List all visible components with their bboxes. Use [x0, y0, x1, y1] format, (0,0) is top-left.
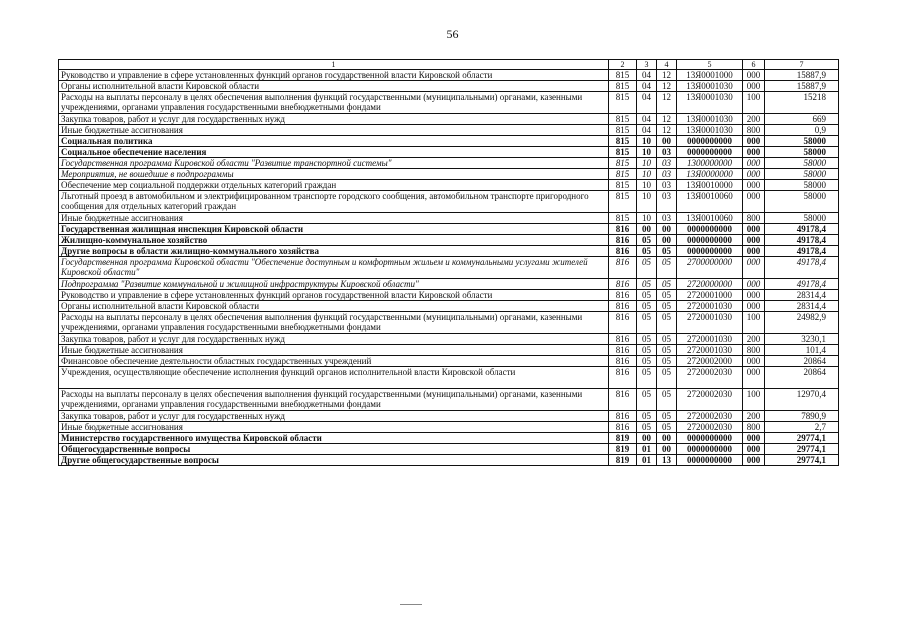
table-row: [59, 444, 839, 455]
row-description: Жилищно-коммунальное хозяйство: [59, 235, 609, 246]
row-admin-code: 819: [609, 455, 637, 466]
row-target-code: 2720002030: [677, 411, 743, 422]
row-description: Руководство и управление в сфере установленных функций органов государственной власти Кировской области: [59, 290, 609, 301]
row-admin-code: 815: [609, 114, 637, 125]
row-expense-type: 200: [743, 411, 765, 422]
header-cell: 4: [657, 60, 677, 70]
row-expense-type: 000: [743, 147, 765, 158]
row-expense-type: 000: [743, 257, 765, 279]
row-amount: 49178,4: [765, 257, 839, 279]
row-subsection: 13: [657, 455, 677, 466]
table-row: [59, 455, 839, 466]
row-target-code: 0000000000: [677, 444, 743, 455]
row-amount: 669: [765, 114, 839, 125]
row-description: Органы исполнительной власти Кировской области: [59, 301, 609, 312]
row-section: 10: [637, 158, 657, 169]
row-admin-code: 815: [609, 70, 637, 81]
row-target-code: 13Я0001030: [677, 92, 743, 114]
row-target-code: 0000000000: [677, 235, 743, 246]
row-description: Закупка товаров, работ и услуг для государственных нужд: [59, 411, 609, 422]
row-section: 10: [637, 169, 657, 180]
row-expense-type: 000: [743, 136, 765, 147]
row-amount: 15887,9: [765, 70, 839, 81]
table-row: [59, 279, 839, 290]
row-admin-code: 819: [609, 444, 637, 455]
row-description: Мероприятия, не вошедшие в подпрограммы: [59, 169, 609, 180]
row-expense-type: 000: [743, 81, 765, 92]
row-amount: 29774,1: [765, 433, 839, 444]
row-admin-code: 815: [609, 169, 637, 180]
table-row: [59, 114, 839, 125]
row-subsection: 05: [657, 246, 677, 257]
table-row: [59, 158, 839, 169]
row-amount: 58000: [765, 136, 839, 147]
table-row: [59, 257, 839, 279]
row-section: 05: [637, 422, 657, 433]
row-section: 05: [637, 389, 657, 411]
table-row: [59, 356, 839, 367]
table-row: [59, 422, 839, 433]
row-expense-type: 800: [743, 422, 765, 433]
row-subsection: 12: [657, 125, 677, 136]
row-section: 00: [637, 433, 657, 444]
budget-table: [58, 59, 839, 466]
row-subsection: 05: [657, 345, 677, 356]
header-cell: 7: [765, 60, 839, 70]
row-section: 05: [637, 301, 657, 312]
row-description: Государственная жилищная инспекция Кировской области: [59, 224, 609, 235]
row-admin-code: 816: [609, 411, 637, 422]
row-section: 05: [637, 345, 657, 356]
row-target-code: 0000000000: [677, 433, 743, 444]
row-target-code: 1300000000: [677, 158, 743, 169]
row-expense-type: 100: [743, 312, 765, 334]
divider: [400, 604, 422, 605]
table-row: [59, 312, 839, 334]
table-row: [59, 433, 839, 444]
table-row: [59, 235, 839, 246]
row-subsection: 00: [657, 136, 677, 147]
row-section: 10: [637, 136, 657, 147]
row-description: Общегосударственные вопросы: [59, 444, 609, 455]
row-expense-type: 000: [743, 290, 765, 301]
row-target-code: 0000000000: [677, 224, 743, 235]
row-admin-code: 816: [609, 279, 637, 290]
row-target-code: 2720002030: [677, 367, 743, 389]
row-admin-code: 816: [609, 235, 637, 246]
row-section: 05: [637, 290, 657, 301]
table-row: [59, 345, 839, 356]
row-section: 04: [637, 81, 657, 92]
row-section: 01: [637, 444, 657, 455]
row-expense-type: 000: [743, 367, 765, 389]
row-amount: 58000: [765, 158, 839, 169]
row-subsection: 12: [657, 70, 677, 81]
row-section: 05: [637, 257, 657, 279]
row-expense-type: 000: [743, 356, 765, 367]
table-row: [59, 334, 839, 345]
row-expense-type: 000: [743, 455, 765, 466]
row-admin-code: 816: [609, 290, 637, 301]
row-subsection: 00: [657, 444, 677, 455]
row-target-code: 2720002030: [677, 389, 743, 411]
row-expense-type: 800: [743, 345, 765, 356]
row-subsection: 03: [657, 213, 677, 224]
row-admin-code: 815: [609, 213, 637, 224]
row-section: 05: [637, 334, 657, 345]
table-row: [59, 389, 839, 411]
row-expense-type: 000: [743, 158, 765, 169]
row-expense-type: 200: [743, 334, 765, 345]
row-description: Иные бюджетные ассигнования: [59, 345, 609, 356]
row-target-code: 2720001000: [677, 290, 743, 301]
row-expense-type: 800: [743, 213, 765, 224]
row-description: Государственная программа Кировской области "Обеспечение доступным и комфортным жильем и коммунальными услугами жителей Кировской области": [59, 257, 609, 279]
row-expense-type: 000: [743, 433, 765, 444]
row-amount: 29774,1: [765, 455, 839, 466]
row-subsection: 05: [657, 422, 677, 433]
row-expense-type: 000: [743, 444, 765, 455]
row-subsection: 12: [657, 114, 677, 125]
row-section: 04: [637, 114, 657, 125]
row-description: Социальное обеспечение населения: [59, 147, 609, 158]
row-admin-code: 816: [609, 334, 637, 345]
table-row: [59, 213, 839, 224]
row-expense-type: 000: [743, 301, 765, 312]
header-cell: 5: [677, 60, 743, 70]
row-section: 10: [637, 213, 657, 224]
row-amount: 58000: [765, 191, 839, 213]
table-row: [59, 169, 839, 180]
table-row: [59, 411, 839, 422]
row-subsection: 05: [657, 334, 677, 345]
row-section: 05: [637, 312, 657, 334]
row-admin-code: 815: [609, 136, 637, 147]
row-target-code: 2720000000: [677, 279, 743, 290]
row-admin-code: 815: [609, 158, 637, 169]
row-subsection: 12: [657, 81, 677, 92]
table-row: [59, 70, 839, 81]
row-subsection: 05: [657, 312, 677, 334]
row-section: 05: [637, 367, 657, 389]
row-admin-code: 816: [609, 367, 637, 389]
row-section: 00: [637, 224, 657, 235]
row-expense-type: 200: [743, 114, 765, 125]
row-expense-type: 000: [743, 235, 765, 246]
row-subsection: 05: [657, 356, 677, 367]
row-expense-type: 000: [743, 169, 765, 180]
row-admin-code: 816: [609, 356, 637, 367]
row-target-code: 2720001030: [677, 312, 743, 334]
row-amount: 12970,4: [765, 389, 839, 411]
row-admin-code: 815: [609, 125, 637, 136]
row-amount: 58000: [765, 147, 839, 158]
row-target-code: 13Я0001030: [677, 81, 743, 92]
row-description: Иные бюджетные ассигнования: [59, 422, 609, 433]
row-target-code: 13Я0001030: [677, 114, 743, 125]
row-target-code: 2720001030: [677, 345, 743, 356]
row-target-code: 2700000000: [677, 257, 743, 279]
row-admin-code: 816: [609, 345, 637, 356]
row-description: Закупка товаров, работ и услуг для государственных нужд: [59, 334, 609, 345]
row-admin-code: 816: [609, 312, 637, 334]
row-description: Государственная программа Кировской области "Развитие транспортной системы": [59, 158, 609, 169]
row-section: 10: [637, 191, 657, 213]
row-description: Другие общегосударственные вопросы: [59, 455, 609, 466]
row-target-code: 13Я0001000: [677, 70, 743, 81]
row-amount: 20864: [765, 356, 839, 367]
row-subsection: 05: [657, 367, 677, 389]
row-admin-code: 815: [609, 81, 637, 92]
row-target-code: 13Я0010000: [677, 180, 743, 191]
row-subsection: 05: [657, 279, 677, 290]
row-section: 05: [637, 246, 657, 257]
row-amount: 58000: [765, 213, 839, 224]
row-admin-code: 816: [609, 246, 637, 257]
row-amount: 3230,1: [765, 334, 839, 345]
row-section: 01: [637, 455, 657, 466]
table-row: [59, 246, 839, 257]
row-admin-code: 815: [609, 191, 637, 213]
table-row: [59, 92, 839, 114]
row-expense-type: 000: [743, 279, 765, 290]
row-target-code: 2720001030: [677, 334, 743, 345]
table-row: [59, 191, 839, 213]
row-amount: 58000: [765, 180, 839, 191]
row-description: Иные бюджетные ассигнования: [59, 213, 609, 224]
table-row: [59, 180, 839, 191]
row-target-code: 2720002000: [677, 356, 743, 367]
row-description: Руководство и управление в сфере установленных функций органов государственной власти Кировской области: [59, 70, 609, 81]
row-description: Подпрограмма "Развитие коммунальной и жилищной инфраструктуры Кировской области": [59, 279, 609, 290]
row-subsection: 05: [657, 411, 677, 422]
row-subsection: 03: [657, 147, 677, 158]
row-expense-type: 000: [743, 191, 765, 213]
row-target-code: 0000000000: [677, 455, 743, 466]
row-subsection: 05: [657, 389, 677, 411]
row-subsection: 03: [657, 169, 677, 180]
row-description: Органы исполнительной власти Кировской области: [59, 81, 609, 92]
row-description: Финансовое обеспечение деятельности областных государственных учреждений: [59, 356, 609, 367]
row-admin-code: 816: [609, 389, 637, 411]
row-section: 04: [637, 125, 657, 136]
row-subsection: 05: [657, 290, 677, 301]
row-description: Другие вопросы в области жилищно-коммунального хозяйства: [59, 246, 609, 257]
row-amount: 7890,9: [765, 411, 839, 422]
row-description: Учреждения, осуществляющие обеспечение исполнения функций органов исполнительной власти Кировской области: [59, 367, 609, 389]
row-target-code: 2720001030: [677, 301, 743, 312]
row-amount: 2,7: [765, 422, 839, 433]
row-subsection: 03: [657, 158, 677, 169]
row-section: 04: [637, 92, 657, 114]
row-description: Расходы на выплаты персоналу в целях обеспечения выполнения функций государственными (муниципальными) органами, казенными учреждениями, органами управления государственными внебюджетными фондами: [59, 92, 609, 114]
row-amount: 101,4: [765, 345, 839, 356]
row-target-code: 2720002030: [677, 422, 743, 433]
row-section: 05: [637, 279, 657, 290]
table-row: [59, 147, 839, 158]
row-section: 04: [637, 70, 657, 81]
row-subsection: 00: [657, 235, 677, 246]
row-subsection: 12: [657, 92, 677, 114]
row-amount: 15218: [765, 92, 839, 114]
row-amount: 49178,4: [765, 224, 839, 235]
row-description: Льготный проезд в автомобильном и электрифицированном транспорте городского сообщения, автомобильном транспорте пригородного сообщения для отдельных категорий граждан: [59, 191, 609, 213]
row-expense-type: 000: [743, 224, 765, 235]
table-row: [59, 367, 839, 389]
row-amount: 15887,9: [765, 81, 839, 92]
row-amount: 28314,4: [765, 290, 839, 301]
row-subsection: 03: [657, 191, 677, 213]
row-admin-code: 816: [609, 257, 637, 279]
table-row: [59, 290, 839, 301]
row-admin-code: 816: [609, 422, 637, 433]
row-expense-type: 800: [743, 125, 765, 136]
page-number: 56: [446, 27, 459, 41]
row-subsection: 00: [657, 433, 677, 444]
table-row: [59, 136, 839, 147]
row-admin-code: 816: [609, 301, 637, 312]
row-subsection: 05: [657, 257, 677, 279]
row-description: Обеспечение мер социальной поддержки отдельных категорий граждан: [59, 180, 609, 191]
row-description: Министерство государственного имущества Кировской области: [59, 433, 609, 444]
row-amount: 0,9: [765, 125, 839, 136]
row-admin-code: 815: [609, 147, 637, 158]
row-amount: 49178,4: [765, 235, 839, 246]
row-expense-type: 000: [743, 70, 765, 81]
row-description: Закупка товаров, работ и услуг для государственных нужд: [59, 114, 609, 125]
row-description: Иные бюджетные ассигнования: [59, 125, 609, 136]
row-admin-code: 819: [609, 433, 637, 444]
row-target-code: 13Я0000000: [677, 169, 743, 180]
row-target-code: 13Я0010060: [677, 191, 743, 213]
header-cell: 1: [59, 60, 609, 70]
row-amount: 49178,4: [765, 246, 839, 257]
row-description: Расходы на выплаты персоналу в целях обеспечения выполнения функций государственными (муниципальными) органами, казенными учреждениями, органами управления государственными внебюджетными фондами: [59, 389, 609, 411]
row-description: Расходы на выплаты персоналу в целях обеспечения выполнения функций государственными (муниципальными) органами, казенными учреждениями, органами управления государственными внебюджетными фондами: [59, 312, 609, 334]
row-amount: 28314,4: [765, 301, 839, 312]
row-expense-type: 100: [743, 92, 765, 114]
row-subsection: 03: [657, 180, 677, 191]
row-expense-type: 000: [743, 180, 765, 191]
header-cell: 6: [743, 60, 765, 70]
table-row: [59, 125, 839, 136]
table-row: [59, 301, 839, 312]
row-amount: 29774,1: [765, 444, 839, 455]
table-row: [59, 224, 839, 235]
row-admin-code: 815: [609, 92, 637, 114]
row-section: 10: [637, 180, 657, 191]
table-row: [59, 81, 839, 92]
row-admin-code: 816: [609, 224, 637, 235]
row-description: Социальная политика: [59, 136, 609, 147]
row-amount: 49178,4: [765, 279, 839, 290]
table-header-row: [59, 60, 839, 70]
row-amount: 58000: [765, 169, 839, 180]
row-target-code: 0000000000: [677, 147, 743, 158]
row-target-code: 13Я0001030: [677, 125, 743, 136]
row-expense-type: 100: [743, 389, 765, 411]
row-subsection: 05: [657, 301, 677, 312]
header-cell: 3: [637, 60, 657, 70]
row-amount: 20864: [765, 367, 839, 389]
row-target-code: 13Я0010060: [677, 213, 743, 224]
row-section: 05: [637, 411, 657, 422]
row-target-code: 0000000000: [677, 136, 743, 147]
row-section: 05: [637, 356, 657, 367]
row-section: 05: [637, 235, 657, 246]
row-admin-code: 815: [609, 180, 637, 191]
row-amount: 24982,9: [765, 312, 839, 334]
header-cell: 2: [609, 60, 637, 70]
row-expense-type: 000: [743, 246, 765, 257]
row-target-code: 0000000000: [677, 246, 743, 257]
row-section: 10: [637, 147, 657, 158]
row-subsection: 00: [657, 224, 677, 235]
